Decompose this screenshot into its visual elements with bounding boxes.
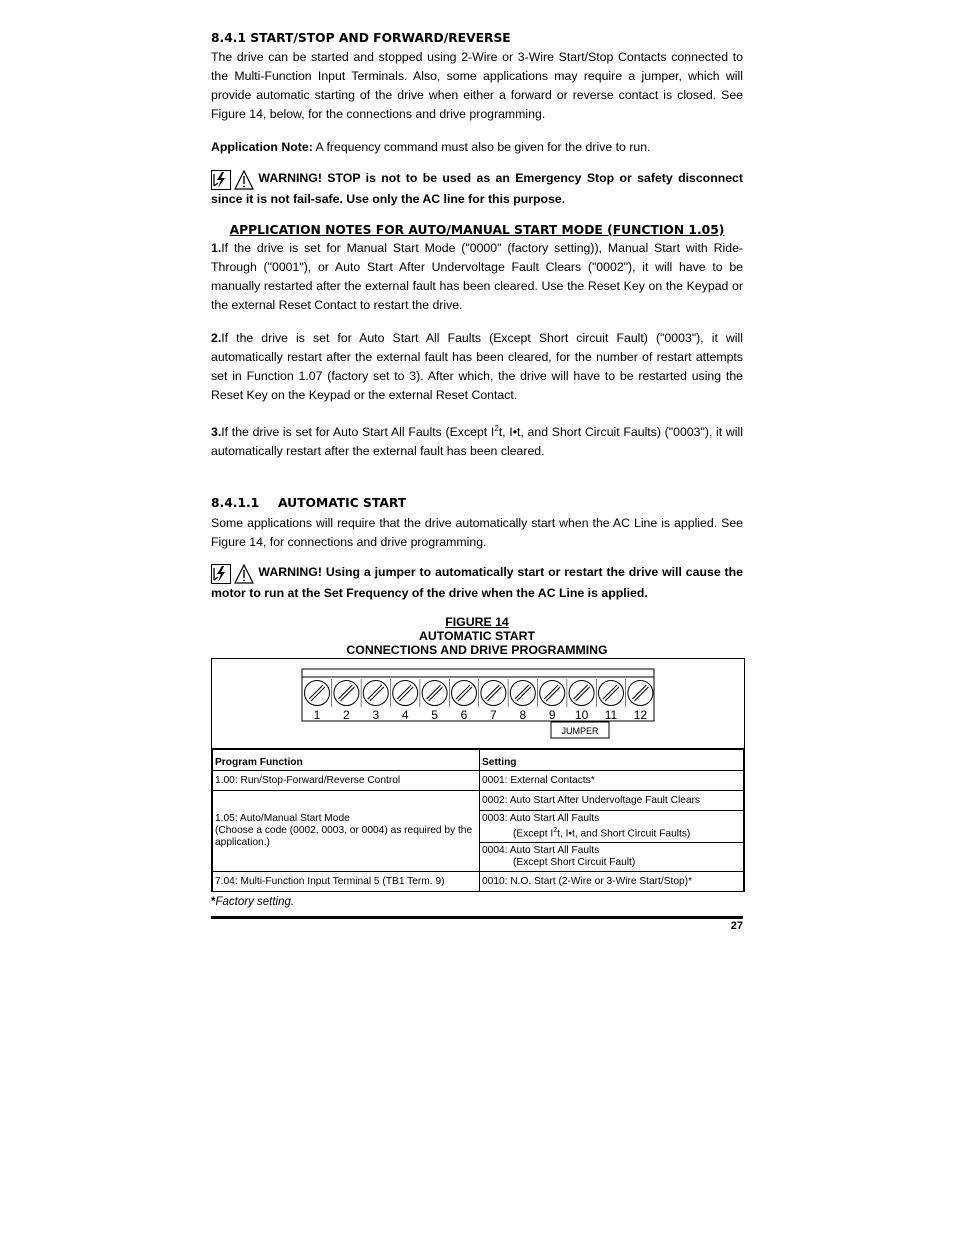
caution-triangle-icon <box>234 170 254 190</box>
warning-jumper-text: WARNING! Using a jumper to automatically start or restart the drive will cause the motor to run at the Set Frequency of the drive when the AC Line is applied. <box>211 565 743 601</box>
footnote <box>211 896 743 908</box>
table-row <box>213 771 744 791</box>
warning-stop <box>211 169 743 209</box>
setting-line <box>482 825 741 840</box>
terminal-screw <box>628 681 653 706</box>
subsection-heading-8-4-1-1 <box>211 495 743 512</box>
function-name: 1.05: Auto/Manual Start Mode <box>215 813 350 825</box>
table-header-row <box>213 750 744 771</box>
terminal-strip-top <box>302 669 654 677</box>
column-header-program-function: Program Function <box>213 750 480 771</box>
app-note-1 <box>211 239 743 315</box>
app-notes-heading: APPLICATION NOTES FOR AUTO/MANUAL START MODE (FUNCTION 1.05) <box>229 223 725 237</box>
terminal-screw <box>334 681 359 706</box>
terminal-number: 5 <box>431 708 438 723</box>
terminal-block-svg <box>212 659 742 748</box>
footnote-text: Factory setting. <box>215 896 295 909</box>
figure-label: FIGURE 14 <box>445 615 509 630</box>
table-cell: 0002: Auto Start After Undervoltage Fault Clears <box>480 791 744 811</box>
figure-box <box>211 658 745 892</box>
warning-jumper <box>211 563 743 603</box>
figure-title-2: CONNECTIONS AND DRIVE PROGRAMMING <box>346 643 608 658</box>
subsection-title: AUTOMATIC START <box>278 496 407 511</box>
app-note-3 <box>211 419 743 461</box>
terminal-number: 10 <box>574 708 589 723</box>
terminal-number: 11 <box>604 708 618 723</box>
function-note: (Choose a code (0002, 0003, or 0004) as required by the application.) <box>215 825 473 849</box>
terminal-number: 2 <box>343 708 350 723</box>
table-cell: 1.00: Run/Stop-Forward/Reverse Control <box>213 771 480 791</box>
table-row <box>213 872 744 892</box>
warning-icons <box>211 564 254 584</box>
terminal-number: 3 <box>372 708 380 723</box>
app-note-3-text-a: If the drive is set for Auto Start All Faults (Except I <box>221 425 495 440</box>
terminal-number: 12 <box>633 708 648 723</box>
electrical-hazard-icon <box>211 170 231 190</box>
table-cell: 7.04: Multi-Function Input Terminal 5 (TB1 Term. 9) <box>213 872 480 892</box>
manual-page <box>211 30 743 932</box>
table-cell <box>213 791 480 872</box>
application-note-text: A frequency command must also be given for the drive to run. <box>312 140 651 154</box>
terminal-screw <box>393 681 418 706</box>
terminal-number: 6 <box>460 708 468 723</box>
table-cell: 0010: N.O. Start (2-Wire or 3-Wire Start/Stop)* <box>480 872 744 892</box>
terminal-screw <box>452 681 477 706</box>
warning-icons <box>211 170 254 190</box>
footer-rule <box>211 916 743 919</box>
setting-superscript: 2 <box>553 827 558 835</box>
app-note-3-number: 3. <box>211 425 222 440</box>
app-note-1-text: If the drive is set for Manual Start Mode ("0000" (factory setting)), Manual Start with Ride-Through ("0001"), or Auto Start After Undervoltage Fault Clears ("0002"), it will have to be manually restarted after the external fault has been cleared. Use the Reset Key on the Keypad or the external Reset Contact to restart the drive. <box>211 241 743 312</box>
setting-line: (Except Short Circuit Fault) <box>513 857 636 869</box>
table-cell <box>480 811 744 843</box>
setting-line: 0003: Auto Start All Faults <box>482 813 600 825</box>
warning-stop-text: WARNING! STOP is not to be used as an Emergency Stop or safety disconnect since it is not fail-safe. Use only the AC line for this purpose. <box>211 171 743 206</box>
figure-caption <box>211 615 743 657</box>
terminal-number: 9 <box>548 708 556 723</box>
column-header-setting: Setting <box>480 750 744 771</box>
terminal-screw <box>305 681 330 706</box>
subsection-body: Some applications will require that the drive automatically start when the AC Line is applied. See Figure 14, for connections and drive programming. <box>211 516 743 550</box>
electrical-hazard-icon <box>211 564 231 584</box>
terminal-number: 7 <box>490 708 497 723</box>
jumper-label: JUMPER <box>561 726 599 737</box>
terminal-screw <box>481 681 506 706</box>
terminal-screw <box>569 681 594 706</box>
page-number: 27 <box>730 920 743 933</box>
terminal-screw <box>540 681 565 706</box>
table-cell: 0001: External Contacts* <box>480 771 744 791</box>
figure-title-1: AUTOMATIC START <box>418 629 536 644</box>
terminal-screw <box>422 681 447 706</box>
programming-table <box>212 749 744 892</box>
app-note-3-text-b: t, I•t, and Short Circuit Faults) ("0003"), it will automatically restart after the external fault has been cleared. <box>211 425 743 459</box>
terminal-number: 4 <box>401 708 409 723</box>
setting-text-b: t, I•t, and Short Circuit Faults) <box>557 828 691 840</box>
terminal-block-diagram <box>212 659 744 749</box>
app-note-2-text: If the drive is set for Auto Start All Faults (Except Short circuit Fault) ("0003"), it will automatically restart after the external fault has been cleared, for the number of restart attempts set in Function 1.07 (factory set to 3). After which, the drive will have to be restarted using the Reset Key on the Keypad or the external Reset Contact. <box>211 331 743 402</box>
table-cell <box>480 843 744 872</box>
app-note-3-superscript: 2 <box>494 424 499 433</box>
setting-line: 0004: Auto Start All Faults <box>482 845 600 857</box>
application-note <box>211 138 743 157</box>
table-row <box>213 791 744 811</box>
caution-triangle-icon <box>234 564 254 584</box>
setting-text-a: (Except I <box>513 828 554 840</box>
terminal-number: 1 <box>313 708 321 723</box>
footnote-asterisk: * <box>211 896 216 909</box>
app-note-1-number: 1. <box>211 241 222 255</box>
application-note-label: Application Note: <box>211 140 313 154</box>
section-heading-8-4-1: 8.4.1 START/STOP AND FORWARD/REVERSE <box>211 31 511 45</box>
subsection-number: 8.4.1.1 <box>211 496 260 511</box>
app-note-2 <box>211 329 743 405</box>
terminal-screw <box>363 681 388 706</box>
terminal-number: 8 <box>519 708 527 723</box>
terminal-screw <box>510 681 535 706</box>
app-note-2-number: 2. <box>211 331 222 345</box>
section-body: The drive can be started and stopped using 2-Wire or 3-Wire Start/Stop Contacts connected to the Multi-Function Input Terminals. Also, some applications may require a jumper, which will provide automatic starting of the drive when either a forward or reverse contact is closed. See Figure 14, below, for the connections and drive programming. <box>211 50 743 121</box>
terminal-screw <box>599 681 624 706</box>
